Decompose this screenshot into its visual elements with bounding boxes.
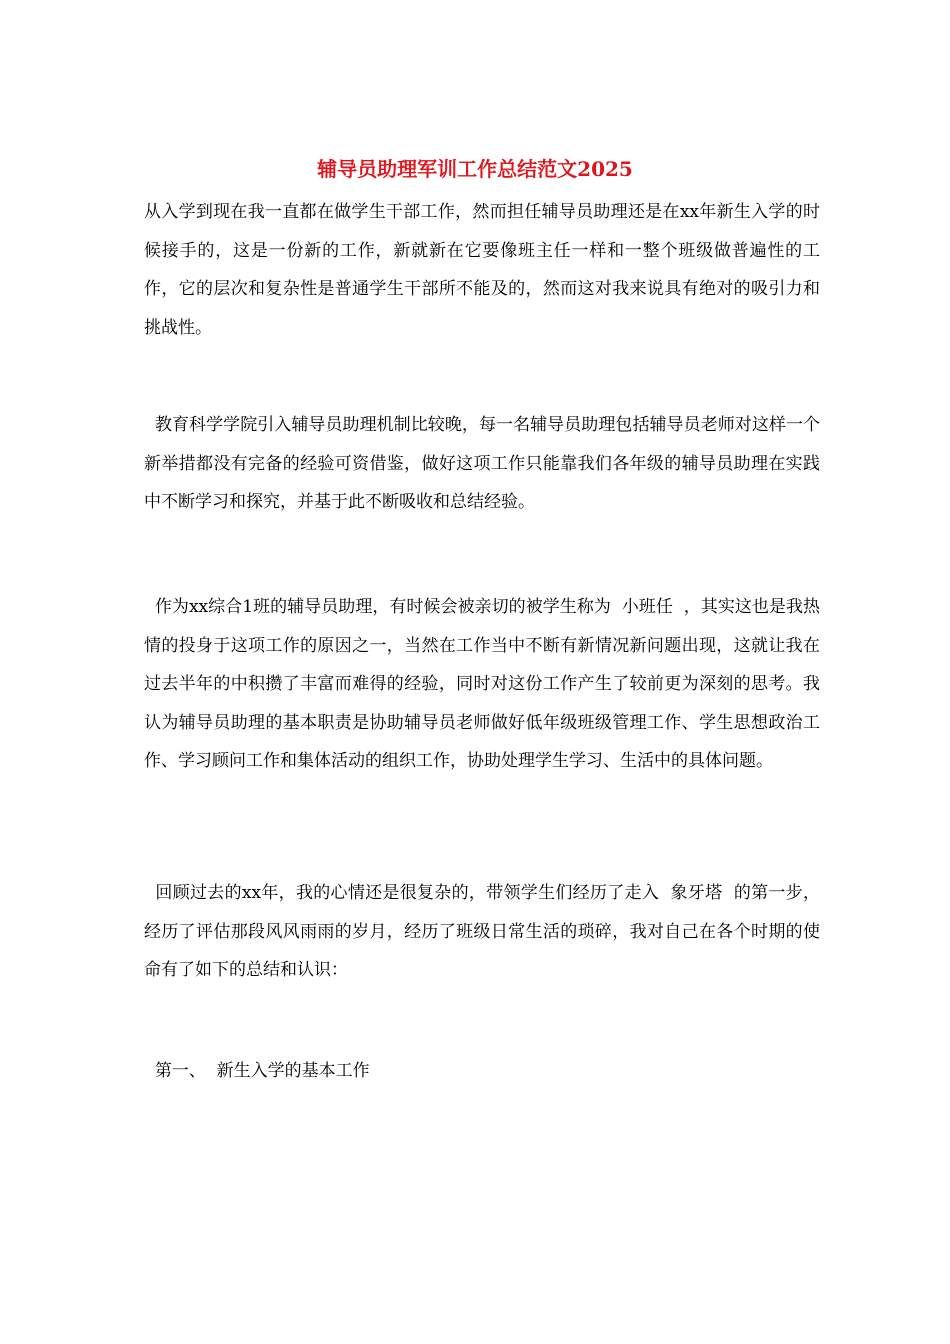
paragraph-role: 作为xx综合1班的辅导员助理，有时候会被亲切的被学生称为 小班任 ，其实这也是我热情的投身于这项工作的原因之一，当然在工作当中不断有新情况新问题出现，这就让我在过去半年的中积攒了丰富而难得的经验，同时对这份工作产生了较前更为深刻的思考。我认为辅导员助理的基本职责是协助辅导员老师做好低年级班级管理工作、学生思想政治工作、学习顾问工作和集体活动的组织工作，协助处理学生学习、生活中的具体问题。 — [144, 597, 820, 771]
document-title: 辅导员助理军训工作总结范文2025 — [317, 157, 633, 181]
paragraph-mechanism: 教育科学学院引入辅导员助理机制比较晚，每一名辅导员助理包括辅导员老师对这样一个新举措都没有完备的经验可资借鉴，做好这项工作只能靠我们各年级的辅导员助理在实践中不断学习和探究，并基于此不断吸收和总结经验。 — [144, 415, 820, 512]
paragraph-intro: 从入学到现在我一直都在做学生干部工作，然而担任辅导员助理还是在xx年新生入学的时候接手的，这是一份新的工作，新就新在它要像班主任一样和一整个班级做普遍性的工作，它的层次和复杂性是普通学生干部所不能及的，然而这对我来说具有绝对的吸引力和挑战性。 — [144, 202, 820, 338]
paragraph-review: 回顾过去的xx年，我的心情还是很复杂的，带领学生们经历了走入 象牙塔 的第一步，经历了评估那段风风雨雨的岁月，经历了班级日常生活的琐碎，我对自己在各个时期的使命有了如下的总结和认识： — [144, 883, 820, 980]
section-heading-first: 第一、 新生入学的基本工作 — [144, 1061, 370, 1081]
